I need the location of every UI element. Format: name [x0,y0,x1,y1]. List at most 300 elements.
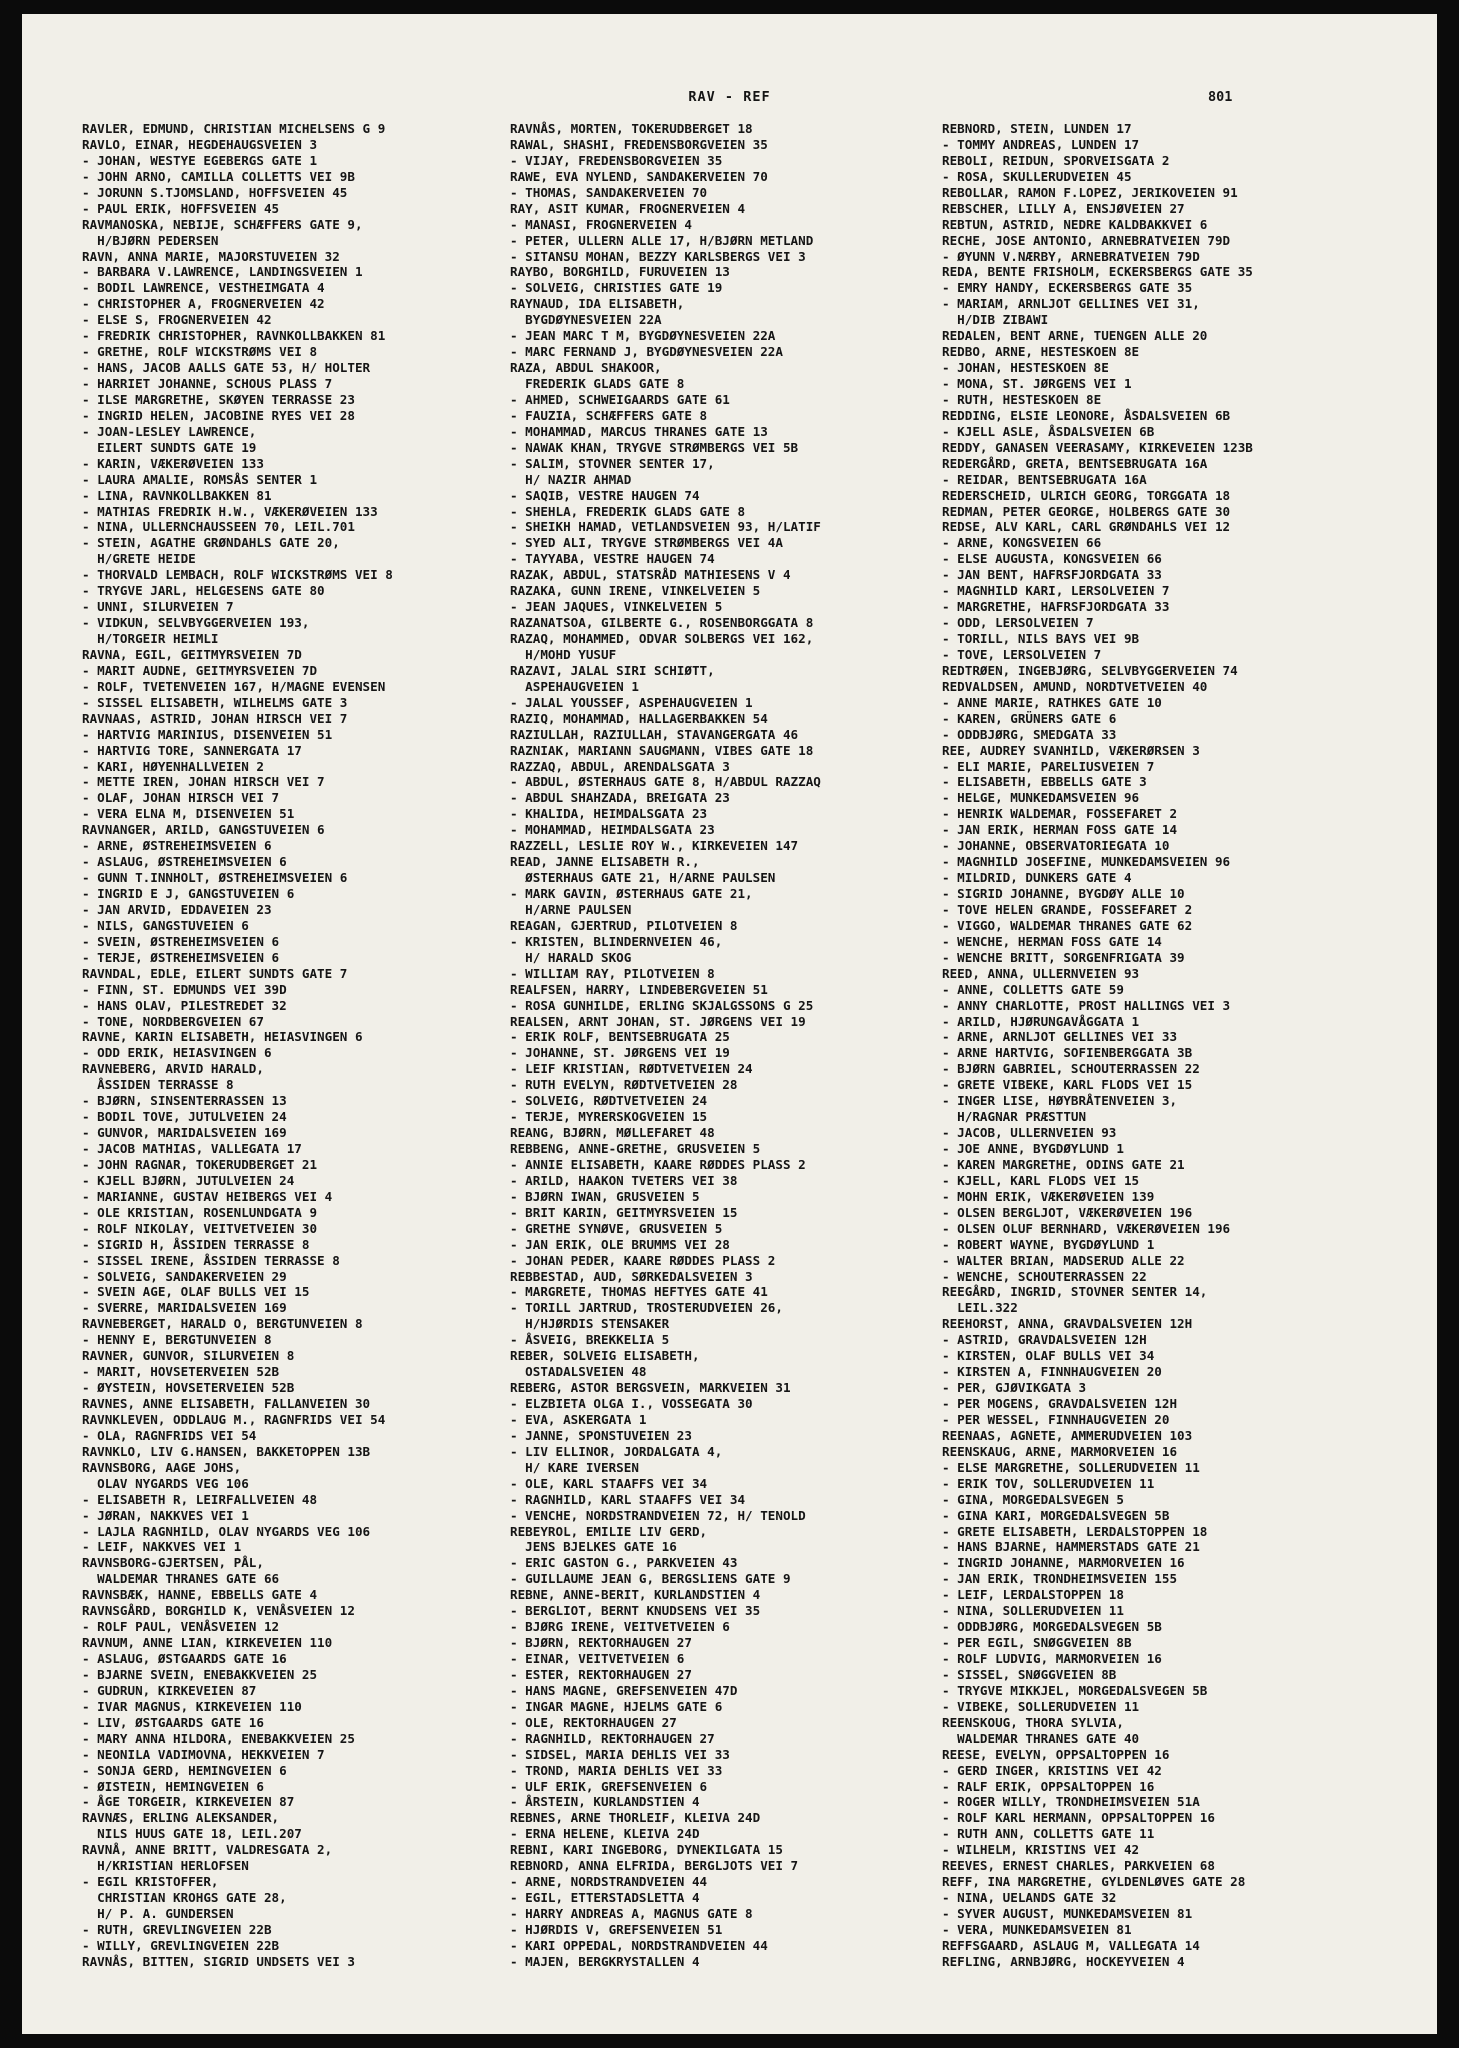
directory-entry: - ELSE S, FROGNERVEIEN 42 [82,312,272,328]
directory-entry: - ELZBIETA OLGA I., VOSSEGATA 30 [510,1396,753,1411]
directory-entry: - ÅGE TORGEIR, KIRKEVEIEN 87 [82,1794,295,1810]
directory-entry: H/HJØRDIS STENSAKER [510,1316,670,1332]
directory-entry: - OLE KRISTIAN, ROSENLUNDGATA 9 [82,1204,318,1220]
directory-entry: - PAUL ERIK, HOFFSVEIEN 45 [82,200,280,216]
directory-entry: - SIGRID H, ÅSSIDEN TERRASSE 8 [82,1236,310,1252]
directory-entry: - TOMMY ANDREAS, LUNDEN 17 [942,136,1140,152]
directory-entry: - JOHAN, HESTESKOEN 8E [942,360,1109,376]
directory-entry: - MOHAMMAD, MARCUS THRANES GATE 13 [510,423,768,439]
directory-entry: - NAWAK KHAN, TRYGVE STRØMBERGS VEI 5B [510,439,799,455]
directory-entry: - ELISABETH R, LEIRFALLVEIEN 48 [82,1491,318,1507]
directory-entry: - ANNY CHARLOTTE, PROST HALLINGS VEI 3 [942,997,1231,1013]
directory-entry: - KARI, HØYENHALLVEIEN 2 [82,758,264,774]
directory-entry: - NINA, UELANDS GATE 32 [942,1890,1117,1906]
directory-entry: - JEAN JAQUES, VINKELVEIEN 5 [510,599,723,615]
directory-entry: - HARRIET JOHANNE, SCHOUS PLASS 7 [82,376,333,391]
directory-entry: REBNI, KARI INGEBORG, DYNEKILGATA 15 [510,1842,783,1858]
directory-entry: - METTE IREN, JOHAN HIRSCH VEI 7 [82,774,325,790]
directory-entry: - FINN, ST. EDMUNDS VEI 39D [82,981,287,997]
directory-entry: - ASLAUG, ØSTREHEIMSVEIEN 6 [82,854,287,870]
directory-entry: - LIV ELLINOR, JORDALGATA 4, [510,1443,723,1459]
directory-entry: - EVA, ASKERGATA 1 [510,1411,647,1427]
directory-entry: REDERGÅRD, GRETA, BENTSEBRUGATA 16A [942,455,1208,471]
directory-entry: - ROGER WILLY, TRONDHEIMSVEIEN 51A [942,1794,1200,1810]
directory-entry: - ÅSVEIG, BREKKELIA 5 [510,1332,670,1348]
directory-entry: - JOHAN, WESTYE EGEBERGS GATE 1 [82,152,318,168]
directory-entry: REBBESTAD, AUD, SØRKEDALSVEIEN 3 [510,1268,753,1284]
directory-entry: RAZZAQ, ABDUL, ARENDALSGATA 3 [510,758,730,774]
directory-entry: - GRETHE, ROLF WICKSTRØMS VEI 8 [82,344,318,360]
directory-entry: REBEYROL, EMILIE LIV GERD, [510,1523,708,1539]
directory-entry: - INGRID E J, GANGSTUVEIEN 6 [82,886,295,901]
directory-entry: RAZIULLAH, RAZIULLAH, STAVANGERGATA 46 [510,726,799,742]
directory-entry: - TORILL JARTRUD, TROSTERUDVEIEN 26, [510,1300,783,1316]
directory-entry: - ELI MARIE, PARELIUSVEIEN 7 [942,758,1155,774]
directory-entry: EILERT SUNDTS GATE 19 [82,439,257,455]
directory-entry: - BARBARA V.LAWRENCE, LANDINGSVEIEN 1 [82,264,363,280]
directory-entry: - HARTVIG MARINIUS, DISENVEIEN 51 [82,726,333,742]
directory-entry: REBOLI, REIDUN, SPORVEISGATA 2 [942,152,1170,168]
directory-entry: - FREDRIK CHRISTOPHER, RAVNKOLLBAKKEN 81 [82,328,386,344]
directory-entry: - ARILD, HJØRUNGAVÅGGATA 1 [942,1013,1140,1029]
directory-entry: - WALTER BRIAN, MADSERUD ALLE 22 [942,1252,1185,1268]
directory-entry: - THORVALD LEMBACH, ROLF WICKSTRØMS VEI 8 [82,567,393,583]
directory-entry: - TERJE, MYRERSKOGVEIEN 15 [510,1109,708,1125]
directory-entry: BYGDØYNESVEIEN 22A [510,312,662,328]
directory-entry: REDBO, ARNE, HESTESKOEN 8E [942,344,1140,360]
directory-entry: - ERIK TOV, SOLLERUDVEIEN 11 [942,1475,1155,1491]
directory-entry: - HANS BJARNE, HAMMERSTADS GATE 21 [942,1539,1200,1555]
directory-entry: OLAV NYGARDS VEG 106 [82,1475,249,1491]
directory-entry: WALDEMAR THRANES GATE 66 [82,1571,280,1587]
directory-entry: RAVNSGÅRD, BORGHILD K, VENÅSVEIEN 12 [82,1603,355,1619]
directory-entry: RAWAL, SHASHI, FREDENSBORGVEIEN 35 [510,136,768,152]
directory-entry: REDERSCHEID, ULRICH GEORG, TORGGATA 18 [942,487,1231,503]
directory-entry: - VIJAY, FREDENSBORGVEIEN 35 [510,152,723,168]
directory-entry: REBTUN, ASTRID, NEDRE KALDBAKKVEI 6 [942,216,1208,232]
directory-entry: - JAN ERIK, OLE BRUMMS VEI 28 [510,1236,730,1252]
directory-entry: - RAGNHILD, KARL STAAFFS VEI 34 [510,1491,746,1507]
directory-entry: H/DIB ZIBAWI [942,312,1049,328]
directory-entry: - JOAN-LESLEY LAWRENCE, [82,423,257,439]
directory-entry: - ABDUL, ØSTERHAUS GATE 8, H/ABDUL RAZZAQ [510,774,821,790]
directory-entry: - LIV, ØSTGAARDS GATE 16 [82,1714,264,1730]
directory-entry: - JACOB MATHIAS, VALLEGATA 17 [82,1141,302,1156]
directory-entry: - MAJEN, BERGKRYSTALLEN 4 [510,1953,700,1969]
directory-entry: ÅSSIDEN TERRASSE 8 [82,1077,234,1093]
directory-entry: - WILLIAM RAY, PILOTVEIEN 8 [510,965,715,981]
directory-entry: - LAURA AMALIE, ROMSÅS SENTER 1 [82,471,318,487]
directory-entry: - ASLAUG, ØSTGAARDS GATE 16 [82,1651,287,1666]
directory-entry: H/ NAZIR AHMAD [510,471,632,487]
directory-entry: - VENCHE, NORDSTRANDVEIEN 72, H/ TENOLD [510,1507,806,1523]
directory-entry: - JAN ARVID, EDDAVEIEN 23 [82,901,272,917]
page-number: 801 [1208,89,1233,105]
directory-entry: - VERA ELNA M, DISENVEIEN 51 [82,806,295,822]
directory-entry: - KJELL BJØRN, JUTULVEIEN 24 [82,1172,295,1188]
directory-entry: FREDERIK GLADS GATE 8 [510,376,685,391]
directory-entry: - OLE, REKTORHAUGEN 27 [510,1714,677,1730]
directory-entry: - ØYSTEIN, HOVSETERVEIEN 52B [82,1380,295,1396]
directory-entry: - SYED ALI, TRYGVE STRØMBERGS VEI 4A [510,535,783,551]
directory-entry: - KRISTEN, BLINDERNVEIEN 46, [510,933,723,949]
directory-entry: REBERG, ASTOR BERGSVEIN, MARKVEIEN 31 [510,1380,791,1396]
directory-entry: - JAN BENT, HAFRSFJORDGATA 33 [942,567,1162,583]
directory-entry: RAVNES, ANNE ELISABETH, FALLANVEIEN 30 [82,1396,371,1411]
directory-entry: - LINA, RAVNKOLLBAKKEN 81 [82,487,272,503]
directory-entry: - SHEIKH HAMAD, VETLANDSVEIEN 93, H/LATIF [510,519,821,535]
directory-entry: - JOHANNE, ST. JØRGENS VEI 19 [510,1045,730,1061]
directory-entry: - ANNE, COLLETTS GATE 59 [942,981,1124,997]
directory-entry: - NEONILA VADIMOVNA, HEKKVEIEN 7 [82,1746,325,1762]
directory-entry: - RUTH EVELYN, RØDTVETVEIEN 28 [510,1077,738,1093]
directory-entry: - JOHN RAGNAR, TOKERUDBERGET 21 [82,1156,318,1172]
directory-entry: RAVNDAL, EDLE, EILERT SUNDTS GATE 7 [82,965,348,981]
directory-entry: - SIGRID JOHANNE, BYGDØY ALLE 10 [942,886,1185,901]
directory-entry: - REIDAR, BENTSEBRUGATA 16A [942,471,1147,487]
directory-entry: LEIL.322 [942,1300,1018,1316]
directory-entry: - RAGNHILD, REKTORHAUGEN 27 [510,1730,715,1746]
directory-entry: - INGER LISE, HØYBRÅTENVEIEN 3, [942,1093,1178,1109]
directory-entry: - HARTVIG TORE, SANNERGATA 17 [82,742,302,758]
directory-entry: - BJØRN, SINSENTERRASSEN 13 [82,1093,287,1109]
directory-entry: REBNORD, ANNA ELFRIDA, BERGLJOTS VEI 7 [510,1858,799,1874]
directory-entry: NILS HUUS GATE 18, LEIL.207 [82,1826,302,1842]
directory-entry: - ARNE HARTVIG, SOFIENBERGGATA 3B [942,1045,1193,1061]
directory-entry: READ, JANNE ELISABETH R., [510,854,700,870]
directory-entry: - GRETHE SYNØVE, GRUSVEIEN 5 [510,1220,723,1236]
directory-entry: REDALEN, BENT ARNE, TUENGEN ALLE 20 [942,328,1208,344]
directory-entry: - JEAN MARC T M, BYGDØYNESVEIEN 22A [510,328,776,344]
directory-entry: - JØRAN, NAKKVES VEI 1 [82,1507,249,1523]
directory-entry: - ESTER, REKTORHAUGEN 27 [510,1666,692,1682]
directory-entry: - JOHANNE, OBSERVATORIEGATA 10 [942,838,1170,854]
directory-entry: - SHEHLA, FREDERIK GLADS GATE 8 [510,503,746,519]
directory-entry: H/ARNE PAULSEN [510,901,632,917]
directory-entry: - EINAR, VEITVETVEIEN 6 [510,1651,685,1666]
directory-entry: - MARK GAVIN, ØSTERHAUS GATE 21, [510,886,753,901]
directory-entry: - FAUZIA, SCHÆFFERS GATE 8 [510,407,708,423]
directory-entry: RAVMANOSKA, NEBIJE, SCHÆFFERS GATE 9, [82,216,363,232]
directory-entry: - VIDKUN, SELVBYGGERVEIEN 193, [82,615,310,631]
directory-entry: - RUTH, HESTESKOEN 8E [942,391,1102,407]
directory-entry: - GUNN T.INNHOLT, ØSTREHEIMSVEIEN 6 [82,870,348,886]
directory-entry: H/ P. A. GUNDERSEN [82,1906,234,1921]
directory-entry: H/ HARALD SKOG [510,949,632,965]
directory-entry: - PER MOGENS, GRAVDALSVEIEN 12H [942,1396,1178,1411]
directory-entry: OSTADALSVEIEN 48 [510,1364,647,1380]
directory-entry: - MONA, ST. JØRGENS VEI 1 [942,376,1132,391]
listing-column-3 [942,121,1372,1970]
directory-entry: - ODD, LERSOLVEIEN 7 [942,615,1094,631]
directory-entry: H/BJØRN PEDERSEN [82,232,219,248]
directory-entry: - GUILLAUME JEAN G, BERGSLIENS GATE 9 [510,1571,791,1587]
directory-entry: - MANASI, FROGNERVEIEN 4 [510,216,692,232]
directory-entry: - ROSA GUNHILDE, ERLING SKJALGSSONS G 25 [510,997,814,1013]
directory-entry: H/ KARE IVERSEN [510,1459,639,1475]
directory-entry: RAWE, EVA NYLEND, SANDAKERVEIEN 70 [510,168,768,184]
directory-entry: - MATHIAS FREDRIK H.W., VÆKERØVEIEN 133 [82,503,378,519]
directory-entry: - SISSEL IRENE, ÅSSIDEN TERRASSE 8 [82,1252,340,1268]
directory-entry: RAVNA, EGIL, GEITMYRSVEIEN 7D [82,646,302,662]
directory-entry: - KJELL, KARL FLODS VEI 15 [942,1172,1140,1188]
directory-entry: - KARI OPPEDAL, NORDSTRANDVEIEN 44 [510,1937,768,1953]
directory-entry: RAVNER, GUNVOR, SILURVEIEN 8 [82,1348,295,1364]
directory-entry: REENSKOUG, THORA SYLVIA, [942,1714,1124,1730]
directory-entry: - KIRSTEN, OLAF BULLS VEI 34 [942,1348,1155,1364]
directory-entry: - ROSA, SKULLERUDVEIEN 45 [942,168,1132,184]
directory-entry: REDA, BENTE FRISHOLM, ECKERSBERGS GATE 35 [942,264,1253,280]
directory-entry: RAVNE, KARIN ELISABETH, HEIASVINGEN 6 [82,1029,363,1045]
directory-entry: - HARRY ANDREAS A, MAGNUS GATE 8 [510,1906,753,1921]
directory-entry: RAVNEBERG, ARVID HARALD, [82,1061,264,1077]
directory-entry: - LAJLA RAGNHILD, OLAV NYGARDS VEG 106 [82,1523,371,1539]
directory-entry: - ROLF NIKOLAY, VEITVETVEIEN 30 [82,1220,318,1236]
directory-entry: - GINA KARI, MORGEDALSVEGEN 5B [942,1507,1170,1523]
directory-entry: REALSEN, ARNT JOHAN, ST. JØRGENS VEI 19 [510,1013,806,1029]
directory-entry: RAVNANGER, ARILD, GANGSTUVEIEN 6 [82,822,325,838]
directory-entry: RAVNSBORG-GJERTSEN, PÅL, [82,1555,264,1571]
directory-entry: - ODD ERIK, HEIASVINGEN 6 [82,1045,272,1061]
directory-entry: - MARIT, HOVSETERVEIEN 52B [82,1364,280,1380]
directory-entry: - JAN ERIK, HERMAN FOSS GATE 14 [942,822,1178,838]
directory-entry: - BJØRN GABRIEL, SCHOUTERRASSEN 22 [942,1061,1200,1077]
directory-entry: REENAAS, AGNETE, AMMERUDVEIEN 103 [942,1427,1193,1443]
directory-entry: - ROLF PAUL, VENÅSVEIEN 12 [82,1619,280,1635]
directory-entry: - ILSE MARGRETHE, SKØYEN TERRASSE 23 [82,391,355,407]
directory-entry: REBNE, ANNE-BERIT, KURLANDSTIEN 4 [510,1587,761,1603]
directory-entry: - MAGNHILD KARI, LERSOLVEIEN 7 [942,583,1170,599]
directory-entry: - WENCHE BRITT, SORGENFRIGATA 39 [942,949,1185,965]
directory-entry: - HANS MAGNE, GREFSENVEIEN 47D [510,1682,738,1698]
directory-entry: - OLE, KARL STAAFFS VEI 34 [510,1475,708,1491]
directory-entry: RAZIQ, MOHAMMAD, HALLAGERBAKKEN 54 [510,710,768,726]
directory-entry: - INGAR MAGNE, HJELMS GATE 6 [510,1698,723,1714]
directory-entry: - LEIF, NAKKVES VEI 1 [82,1539,242,1555]
directory-entry: - LEIF KRISTIAN, RØDTVETVEIEN 24 [510,1061,753,1077]
directory-entry: RAZAQ, MOHAMMED, ODVAR SOLBERGS VEI 162, [510,631,814,646]
directory-entry: RAVNÅS, BITTEN, SIGRID UNDSETS VEI 3 [82,1953,355,1969]
directory-entry: RAZAKA, GUNN IRENE, VINKELVEIEN 5 [510,583,761,599]
directory-entry: - ARNE, KONGSVEIEN 66 [942,535,1102,551]
directory-entry: RAVNKLO, LIV G.HANSEN, BAKKETOPPEN 13B [82,1443,371,1459]
directory-entry: H/MOHD YUSUF [510,646,617,662]
directory-entry: RAZAK, ABDUL, STATSRÅD MATHIESENS V 4 [510,567,791,583]
directory-entry: - MARC FERNAND J, BYGDØYNESVEIEN 22A [510,344,783,360]
directory-entry: CHRISTIAN KROHGS GATE 28, [82,1890,287,1906]
directory-entry: - INGRID HELEN, JACOBINE RYES VEI 28 [82,407,355,423]
directory-entry: - VIGGO, WALDEMAR THRANES GATE 62 [942,917,1193,933]
directory-entry: RAVNUM, ANNE LIAN, KIRKEVEIEN 110 [82,1635,333,1651]
directory-entry: - PER WESSEL, FINNHAUGVEIEN 20 [942,1411,1170,1427]
directory-entry: REDMAN, PETER GEORGE, HOLBERGS GATE 30 [942,503,1231,519]
directory-entry: - GUNVOR, MARIDALSVEIEN 169 [82,1125,287,1141]
directory-entry: - IVAR MAGNUS, KIRKEVEIEN 110 [82,1698,302,1714]
directory-entry: - WENCHE, HERMAN FOSS GATE 14 [942,933,1162,949]
directory-entry: - SOLVEIG, CHRISTIES GATE 19 [510,280,723,296]
directory-entry: - HANS OLAV, PILESTREDET 32 [82,997,287,1013]
directory-entry: - TOVE HELEN GRANDE, FOSSEFARET 2 [942,901,1193,917]
directory-entry: RAVNEBERGET, HARALD O, BERGTUNVEIEN 8 [82,1316,363,1332]
directory-entry: REBNORD, STEIN, LUNDEN 17 [942,121,1132,136]
directory-entry: - TONE, NORDBERGVEIEN 67 [82,1013,264,1029]
directory-entry: - BRIT KARIN, GEITMYRSVEIEN 15 [510,1204,738,1220]
directory-entry: REALFSEN, HARRY, LINDEBERGVEIEN 51 [510,981,768,997]
directory-entry: - WENCHE, SCHOUTERRASSEN 22 [942,1268,1147,1284]
directory-entry: - KAREN, GRÜNERS GATE 6 [942,710,1117,726]
directory-entry: - ROLF LUDVIG, MARMORVEIEN 16 [942,1651,1162,1666]
directory-entry: REFF, INA MARGRETHE, GYLDENLØVES GATE 28 [942,1874,1246,1890]
directory-entry: - WILLY, GREVLINGVEIEN 22B [82,1937,280,1953]
listing-column-1 [82,121,512,1970]
directory-entry: - ULF ERIK, GREFSENVEIEN 6 [510,1778,708,1794]
directory-entry: - ØYUNN V.NÆRBY, ARNEBRATVEIEN 79D [942,248,1200,264]
directory-entry: - SYVER AUGUST, MUNKEDAMSVEIEN 81 [942,1906,1193,1921]
directory-entry: - KJELL ASLE, ÅSDALSVEIEN 6B [942,423,1155,439]
directory-entry: - OLAF, JOHAN HIRSCH VEI 7 [82,790,280,806]
directory-entry: - BJØRN, REKTORHAUGEN 27 [510,1635,692,1651]
directory-entry: - BODIL TOVE, JUTULVEIEN 24 [82,1109,287,1125]
directory-entry: RAVNSBÆK, HANNE, EBBELLS GATE 4 [82,1587,318,1603]
directory-entry: - OLSEN BERGLJOT, VÆKERØVEIEN 196 [942,1204,1193,1220]
directory-entry: - THOMAS, SANDAKERVEIEN 70 [510,184,708,200]
directory-entry: REDVALDSEN, AMUND, NORDTVETVEIEN 40 [942,678,1208,694]
directory-entry: REDDY, GANASEN VEERASAMY, KIRKEVEIEN 123B [942,439,1253,455]
directory-entry: - MARGRETHE, HAFRSFJORDGATA 33 [942,599,1170,615]
directory-entry: - RALF ERIK, OPPSALTOPPEN 16 [942,1778,1155,1794]
directory-entry: - JAN ERIK, TRONDHEIMSVEIEN 155 [942,1571,1178,1587]
directory-entry: - TAYYABA, VESTRE HAUGEN 74 [510,551,715,567]
directory-entry: - OLSEN OLUF BERNHARD, VÆKERØVEIEN 196 [942,1220,1231,1236]
directory-entry: - VIBEKE, SOLLERUDVEIEN 11 [942,1698,1140,1714]
directory-entry: REEHORST, ANNA, GRAVDALSVEIEN 12H [942,1316,1193,1332]
directory-entry: - PER EGIL, SNØGGVEIEN 8B [942,1635,1132,1651]
directory-entry: H/TORGEIR HEIMLI [82,631,219,646]
directory-entry: - JOHN ARNO, CAMILLA COLLETTS VEI 9B [82,168,355,184]
directory-entry: - MARIAM, ARNLJOT GELLINES VEI 31, [942,296,1200,312]
directory-entry: - HELGE, MUNKEDAMSVEIEN 96 [942,790,1140,806]
directory-entry: - BJARNE SVEIN, ENEBAKKVEIEN 25 [82,1666,318,1682]
directory-entry: - SALIM, STOVNER SENTER 17, [510,455,715,471]
directory-entry: - MARY ANNA HILDORA, ENEBAKKVEIEN 25 [82,1730,355,1746]
directory-entry: RAVLO, EINAR, HEGDEHAUGSVEIEN 3 [82,136,318,152]
directory-entry: REEGÅRD, INGRID, STOVNER SENTER 14, [942,1284,1208,1300]
directory-entry: - PETER, ULLERN ALLE 17, H/BJØRN METLAND [510,232,814,248]
listing-column-2 [510,121,940,1970]
directory-entry: - SVERRE, MARIDALSVEIEN 169 [82,1300,287,1316]
directory-entry: - ERIK ROLF, BENTSEBRUGATA 25 [510,1029,730,1045]
directory-entry: REANG, BJØRN, MØLLEFARET 48 [510,1125,715,1141]
directory-entry: - ODDBJØRG, SMEDGATA 33 [942,726,1117,742]
directory-entry: RAVNSBORG, AAGE JOHS, [82,1459,242,1475]
directory-entry: - WILHELM, KRISTINS VEI 42 [942,1842,1140,1858]
directory-entry: - UNNI, SILURVEIEN 7 [82,599,234,615]
directory-entry: - MILDRID, DUNKERS GATE 4 [942,870,1132,886]
directory-entry: REBER, SOLVEIG ELISABETH, [510,1348,700,1364]
directory-entry: - SOLVEIG, SANDAKERVEIEN 29 [82,1268,287,1284]
directory-entry: - EGIL KRISTOFFER, [82,1874,219,1890]
directory-entry: - ELSE AUGUSTA, KONGSVEIEN 66 [942,551,1162,567]
directory-entry: - BODIL LAWRENCE, VESTHEIMGATA 4 [82,280,325,296]
directory-entry: - HJØRDIS V, GREFSENVEIEN 51 [510,1921,723,1937]
directory-entry: WALDEMAR THRANES GATE 40 [942,1730,1140,1746]
directory-entry: REBSCHER, LILLY A, ENSJØVEIEN 27 [942,200,1185,216]
directory-entry: - TERJE, ØSTREHEIMSVEIEN 6 [82,949,280,965]
directory-entry: RAVNKLEVEN, ODDLAUG M., RAGNFRIDS VEI 54 [82,1411,386,1427]
directory-entry: REBNES, ARNE THORLEIF, KLEIVA 24D [510,1810,761,1826]
directory-entry: REFLING, ARNBJØRG, HOCKEYVEIEN 4 [942,1953,1185,1969]
directory-entry: - RUTH, GREVLINGVEIEN 22B [82,1921,272,1937]
directory-entry: - KIRSTEN A, FINNHAUGVEIEN 20 [942,1364,1162,1380]
directory-entry: - KARIN, VÆKERØVEIEN 133 [82,455,264,471]
directory-entry: - HENNY E, BERGTUNVEIEN 8 [82,1332,272,1348]
directory-entry: - TORILL, NILS BAYS VEI 9B [942,631,1140,646]
directory-entry: - ANNIE ELISABETH, KAARE RØDDES PLASS 2 [510,1156,806,1172]
directory-entry: - SISSEL, SNØGGVEIEN 8B [942,1666,1117,1682]
directory-entry: RAVNÅS, MORTEN, TOKERUDBERGET 18 [510,121,753,136]
directory-entry: H/GRETE HEIDE [82,551,196,567]
directory-entry: REDDING, ELSIE LEONORE, ÅSDALSVEIEN 6B [942,407,1231,423]
directory-entry: RAVNÅ, ANNE BRITT, VALDRESGATA 2, [82,1842,333,1858]
directory-entry: - LEIF, LERDALSTOPPEN 18 [942,1587,1124,1603]
directory-entry: - ROLF, TVETENVEIEN 167, H/MAGNE EVENSEN [82,678,386,694]
directory-entry: REE, AUDREY SVANHILD, VÆKERØRSEN 3 [942,742,1200,758]
directory-entry: - ABDUL SHAHZADA, BREIGATA 23 [510,790,730,806]
directory-entry: - ELISABETH, EBBELLS GATE 3 [942,774,1147,790]
directory-entry: RAVN, ANNA MARIE, MAJORSTUVEIEN 32 [82,248,340,264]
directory-entry: REAGAN, GJERTRUD, PILOTVEIEN 8 [510,917,738,933]
directory-entry: - EMRY HANDY, ECKERSBERGS GATE 35 [942,280,1193,296]
directory-entry: - JACOB, ULLERNVEIEN 93 [942,1125,1117,1141]
directory-entry: - SONJA GERD, HEMINGVEIEN 6 [82,1762,287,1778]
directory-entry: REDTRØEN, INGEBJØRG, SELVBYGGERVEIEN 74 [942,662,1238,678]
directory-entry: - BJØRN IWAN, GRUSVEIEN 5 [510,1188,700,1204]
directory-entry: - SISSEL ELISABETH, WILHELMS GATE 3 [82,694,348,710]
directory-entry: RAZAVI, JALAL SIRI SCHIØTT, [510,662,715,678]
directory-entry: - RUTH ANN, COLLETTS GATE 11 [942,1826,1155,1842]
directory-entry: - KAREN MARGRETHE, ODINS GATE 21 [942,1156,1185,1172]
directory-entry: - MAGNHILD JOSEFINE, MUNKEDAMSVEIEN 96 [942,854,1231,870]
directory-entry: - TRYGVE MIKKJEL, MORGEDALSVEGEN 5B [942,1682,1208,1698]
directory-entry: - AHMED, SCHWEIGAARDS GATE 61 [510,391,730,407]
directory-entry: - ERNA HELENE, KLEIVA 24D [510,1826,700,1842]
directory-entry: - JORUNN S.TJOMSLAND, HOFFSVEIEN 45 [82,184,348,200]
directory-entry: ASPEHAUGVEIEN 1 [510,678,639,694]
directory-entry: REED, ANNA, ULLERNVEIEN 93 [942,965,1140,981]
directory-entry: JENS BJELKES GATE 16 [510,1539,677,1555]
directory-entry: - SVEIN AGE, OLAF BULLS VEI 15 [82,1284,310,1300]
directory-entry: H/KRISTIAN HERLOFSEN [82,1858,249,1874]
directory-entry: - CHRISTOPHER A, FROGNERVEIEN 42 [82,296,325,312]
directory-entry: RAZANATSOA, GILBERTE G., ROSENBORGGATA 8 [510,615,814,631]
directory-entry: - ARNE, ØSTREHEIMSVEIEN 6 [82,838,272,854]
directory-entry: RAY, ASIT KUMAR, FROGNERVEIEN 4 [510,200,746,216]
directory-entry: - SOLVEIG, RØDTVETVEIEN 24 [510,1093,708,1109]
directory-entry: - ÅRSTEIN, KURLANDSTIEN 4 [510,1794,700,1810]
directory-entry: - PER, GJØVIKGATA 3 [942,1380,1087,1396]
directory-entry: - ASTRID, GRAVDALSVEIEN 12H [942,1332,1147,1348]
directory-entry: - GRETE ELISABETH, LERDALSTOPPEN 18 [942,1523,1208,1539]
directory-entry: - KHALIDA, HEIMDALSGATA 23 [510,806,708,822]
directory-entry: - BERGLIOT, BERNT KNUDSENS VEI 35 [510,1603,761,1619]
directory-entry: REBBENG, ANNE-GRETHE, GRUSVEIEN 5 [510,1141,761,1156]
directory-page [22,14,1437,2034]
directory-entry: - SITANSU MOHAN, BEZZY KARLSBERGS VEI 3 [510,248,806,264]
directory-entry: RAYNAUD, IDA ELISABETH, [510,296,685,312]
directory-entry: - ERIC GASTON G., PARKVEIEN 43 [510,1555,738,1571]
directory-entry: - STEIN, AGATHE GRØNDAHLS GATE 20, [82,535,340,551]
directory-entry: RECHE, JOSE ANTONIO, ARNEBRATVEIEN 79D [942,232,1231,248]
